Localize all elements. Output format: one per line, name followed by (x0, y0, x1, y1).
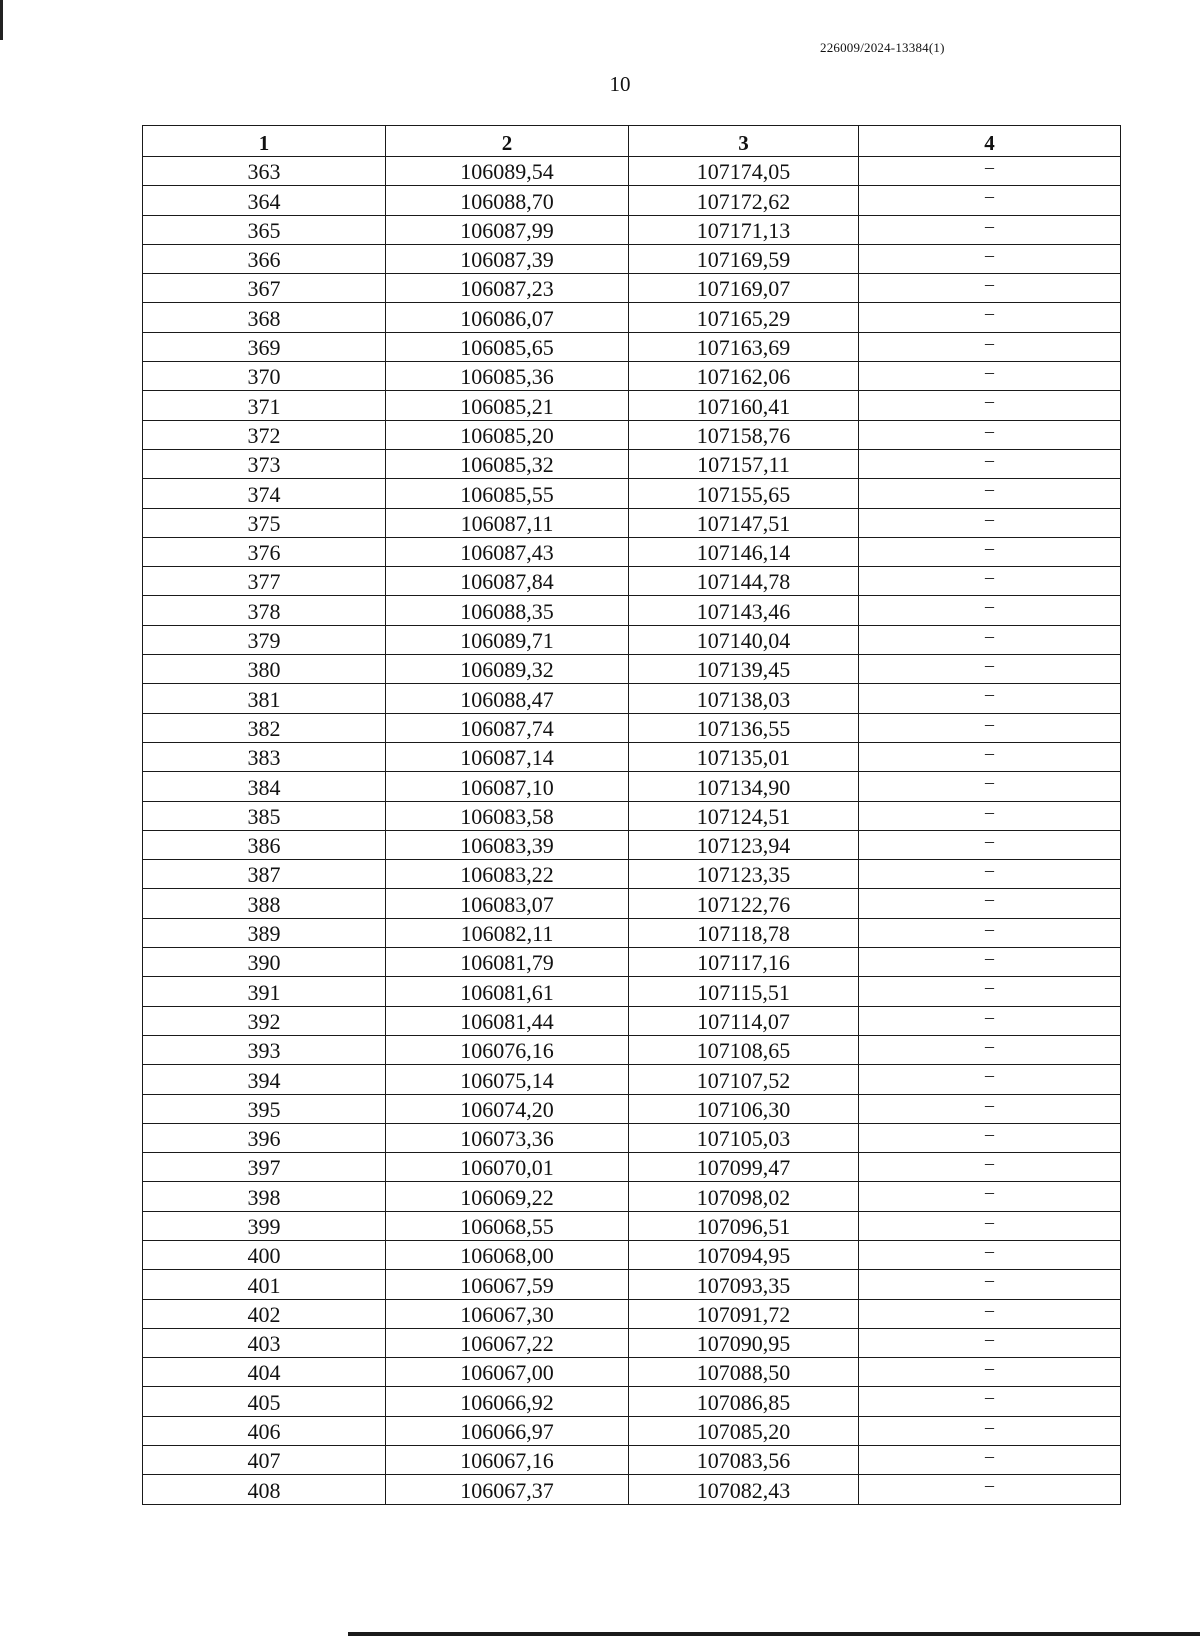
x-coordinate-cell: 106085,32 (386, 449, 629, 478)
note-cell: – (859, 1182, 1121, 1211)
note-cell: – (859, 567, 1121, 596)
y-coordinate-cell: 107123,35 (629, 860, 859, 889)
note-cell: – (859, 1240, 1121, 1269)
x-coordinate-cell: 106073,36 (386, 1123, 629, 1152)
note-cell: – (859, 479, 1121, 508)
y-coordinate-cell: 107147,51 (629, 508, 859, 537)
x-coordinate-cell: 106076,16 (386, 1035, 629, 1064)
point-number-cell: 392 (143, 1006, 386, 1035)
point-number-cell: 408 (143, 1475, 386, 1504)
note-cell: – (859, 449, 1121, 478)
point-number-cell: 389 (143, 918, 386, 947)
point-number-cell: 405 (143, 1387, 386, 1416)
note-cell: – (859, 1387, 1121, 1416)
table-row (143, 1328, 1121, 1357)
coordinates-table-container (142, 125, 1120, 1505)
y-coordinate-cell: 107155,65 (629, 479, 859, 508)
table-row (143, 391, 1121, 420)
point-number-cell: 388 (143, 889, 386, 918)
x-coordinate-cell: 106087,99 (386, 215, 629, 244)
x-coordinate-cell: 106085,65 (386, 332, 629, 361)
point-number-cell: 398 (143, 1182, 386, 1211)
y-coordinate-cell: 107172,62 (629, 186, 859, 215)
point-number-cell: 401 (143, 1270, 386, 1299)
note-cell: – (859, 889, 1121, 918)
x-coordinate-cell: 106085,20 (386, 420, 629, 449)
note-cell: – (859, 801, 1121, 830)
point-number-cell: 394 (143, 1065, 386, 1094)
y-coordinate-cell: 107086,85 (629, 1387, 859, 1416)
y-coordinate-cell: 107106,30 (629, 1094, 859, 1123)
note-cell: – (859, 1035, 1121, 1064)
y-coordinate-cell: 107165,29 (629, 303, 859, 332)
x-coordinate-cell: 106082,11 (386, 918, 629, 947)
point-number-cell: 370 (143, 362, 386, 391)
x-coordinate-cell: 106068,55 (386, 1211, 629, 1240)
column-header-2: 2 (386, 126, 629, 157)
y-coordinate-cell: 107118,78 (629, 918, 859, 947)
point-number-cell: 366 (143, 244, 386, 273)
x-coordinate-cell: 106088,47 (386, 684, 629, 713)
table-row (143, 1182, 1121, 1211)
x-coordinate-cell: 106089,71 (386, 625, 629, 654)
note-cell: – (859, 362, 1121, 391)
table-row (143, 860, 1121, 889)
table-row (143, 186, 1121, 215)
x-coordinate-cell: 106087,11 (386, 508, 629, 537)
note-cell: – (859, 1299, 1121, 1328)
table-row (143, 1446, 1121, 1475)
x-coordinate-cell: 106085,36 (386, 362, 629, 391)
note-cell: – (859, 420, 1121, 449)
x-coordinate-cell: 106067,59 (386, 1270, 629, 1299)
y-coordinate-cell: 107144,78 (629, 567, 859, 596)
table-row (143, 215, 1121, 244)
note-cell: – (859, 918, 1121, 947)
x-coordinate-cell: 106067,22 (386, 1328, 629, 1357)
document-number: 226009/2024-13384(1) (820, 40, 945, 55)
point-number-cell: 407 (143, 1446, 386, 1475)
y-coordinate-cell: 107146,14 (629, 537, 859, 566)
note-cell: – (859, 772, 1121, 801)
table-header-row (143, 126, 1121, 157)
x-coordinate-cell: 106087,43 (386, 537, 629, 566)
y-coordinate-cell: 107091,72 (629, 1299, 859, 1328)
x-coordinate-cell: 106087,84 (386, 567, 629, 596)
point-number-cell: 365 (143, 215, 386, 244)
table-row (143, 977, 1121, 1006)
note-cell: – (859, 596, 1121, 625)
y-coordinate-cell: 107098,02 (629, 1182, 859, 1211)
x-coordinate-cell: 106081,61 (386, 977, 629, 1006)
point-number-cell: 386 (143, 830, 386, 859)
point-number-cell: 383 (143, 742, 386, 771)
table-row (143, 1065, 1121, 1094)
point-number-cell: 377 (143, 567, 386, 596)
note-cell: – (859, 977, 1121, 1006)
bottom-scan-rule (348, 1632, 1200, 1636)
x-coordinate-cell: 106083,39 (386, 830, 629, 859)
note-cell: – (859, 1123, 1121, 1152)
note-cell: – (859, 1328, 1121, 1357)
x-coordinate-cell: 106069,22 (386, 1182, 629, 1211)
y-coordinate-cell: 107105,03 (629, 1123, 859, 1152)
table-row (143, 508, 1121, 537)
x-coordinate-cell: 106066,97 (386, 1416, 629, 1445)
table-row (143, 1035, 1121, 1064)
note-cell: – (859, 625, 1121, 654)
x-coordinate-cell: 106087,14 (386, 742, 629, 771)
y-coordinate-cell: 107122,76 (629, 889, 859, 918)
table-row (143, 537, 1121, 566)
note-cell: – (859, 186, 1121, 215)
x-coordinate-cell: 106083,22 (386, 860, 629, 889)
note-cell: – (859, 537, 1121, 566)
y-coordinate-cell: 107160,41 (629, 391, 859, 420)
table-row (143, 772, 1121, 801)
note-cell: – (859, 1475, 1121, 1504)
table-row (143, 1299, 1121, 1328)
column-header-4: 4 (859, 126, 1121, 157)
point-number-cell: 372 (143, 420, 386, 449)
note-cell: – (859, 1065, 1121, 1094)
y-coordinate-cell: 107136,55 (629, 713, 859, 742)
point-number-cell: 385 (143, 801, 386, 830)
point-number-cell: 403 (143, 1328, 386, 1357)
x-coordinate-cell: 106081,44 (386, 1006, 629, 1035)
point-number-cell: 402 (143, 1299, 386, 1328)
y-coordinate-cell: 107134,90 (629, 772, 859, 801)
y-coordinate-cell: 107096,51 (629, 1211, 859, 1240)
x-coordinate-cell: 106089,32 (386, 655, 629, 684)
table-row (143, 1153, 1121, 1182)
table-row (143, 1240, 1121, 1269)
table-row (143, 830, 1121, 859)
y-coordinate-cell: 107139,45 (629, 655, 859, 684)
point-number-cell: 368 (143, 303, 386, 332)
note-cell: – (859, 215, 1121, 244)
y-coordinate-cell: 107162,06 (629, 362, 859, 391)
y-coordinate-cell: 107117,16 (629, 948, 859, 977)
point-number-cell: 396 (143, 1123, 386, 1152)
y-coordinate-cell: 107114,07 (629, 1006, 859, 1035)
table-row (143, 801, 1121, 830)
y-coordinate-cell: 107157,11 (629, 449, 859, 478)
note-cell: – (859, 1358, 1121, 1387)
table-row (143, 420, 1121, 449)
y-coordinate-cell: 107169,07 (629, 274, 859, 303)
y-coordinate-cell: 107107,52 (629, 1065, 859, 1094)
point-number-cell: 381 (143, 684, 386, 713)
x-coordinate-cell: 106081,79 (386, 948, 629, 977)
y-coordinate-cell: 107088,50 (629, 1358, 859, 1387)
y-coordinate-cell: 107143,46 (629, 596, 859, 625)
point-number-cell: 397 (143, 1153, 386, 1182)
point-number-cell: 393 (143, 1035, 386, 1064)
note-cell: – (859, 1094, 1121, 1123)
table-row (143, 244, 1121, 273)
x-coordinate-cell: 106066,92 (386, 1387, 629, 1416)
table-row (143, 303, 1121, 332)
note-cell: – (859, 157, 1121, 186)
table-row (143, 362, 1121, 391)
point-number-cell: 364 (143, 186, 386, 215)
table-row (143, 684, 1121, 713)
x-coordinate-cell: 106068,00 (386, 1240, 629, 1269)
note-cell: – (859, 860, 1121, 889)
table-row (143, 742, 1121, 771)
table-row (143, 1094, 1121, 1123)
table-body (143, 157, 1121, 1505)
y-coordinate-cell: 107123,94 (629, 830, 859, 859)
point-number-cell: 406 (143, 1416, 386, 1445)
column-header-1: 1 (143, 126, 386, 157)
note-cell: – (859, 303, 1121, 332)
y-coordinate-cell: 107099,47 (629, 1153, 859, 1182)
table-row (143, 1416, 1121, 1445)
point-number-cell: 371 (143, 391, 386, 420)
x-coordinate-cell: 106074,20 (386, 1094, 629, 1123)
y-coordinate-cell: 107135,01 (629, 742, 859, 771)
y-coordinate-cell: 107171,13 (629, 215, 859, 244)
x-coordinate-cell: 106070,01 (386, 1153, 629, 1182)
y-coordinate-cell: 107115,51 (629, 977, 859, 1006)
y-coordinate-cell: 107085,20 (629, 1416, 859, 1445)
note-cell: – (859, 1211, 1121, 1240)
point-number-cell: 399 (143, 1211, 386, 1240)
x-coordinate-cell: 106087,74 (386, 713, 629, 742)
point-number-cell: 369 (143, 332, 386, 361)
table-row (143, 1270, 1121, 1299)
x-coordinate-cell: 106083,07 (386, 889, 629, 918)
note-cell: – (859, 244, 1121, 273)
x-coordinate-cell: 106067,16 (386, 1446, 629, 1475)
table-row (143, 948, 1121, 977)
table-row (143, 889, 1121, 918)
x-coordinate-cell: 106087,39 (386, 244, 629, 273)
table-row (143, 596, 1121, 625)
y-coordinate-cell: 107140,04 (629, 625, 859, 654)
point-number-cell: 391 (143, 977, 386, 1006)
table-row (143, 655, 1121, 684)
point-number-cell: 400 (143, 1240, 386, 1269)
y-coordinate-cell: 107158,76 (629, 420, 859, 449)
x-coordinate-cell: 106088,35 (386, 596, 629, 625)
note-cell: – (859, 948, 1121, 977)
x-coordinate-cell: 106067,30 (386, 1299, 629, 1328)
y-coordinate-cell: 107108,65 (629, 1035, 859, 1064)
x-coordinate-cell: 106085,21 (386, 391, 629, 420)
x-coordinate-cell: 106087,23 (386, 274, 629, 303)
note-cell: – (859, 1446, 1121, 1475)
point-number-cell: 378 (143, 596, 386, 625)
point-number-cell: 404 (143, 1358, 386, 1387)
note-cell: – (859, 1416, 1121, 1445)
x-coordinate-cell: 106075,14 (386, 1065, 629, 1094)
table-row (143, 1387, 1121, 1416)
note-cell: – (859, 684, 1121, 713)
point-number-cell: 363 (143, 157, 386, 186)
y-coordinate-cell: 107082,43 (629, 1475, 859, 1504)
point-number-cell: 384 (143, 772, 386, 801)
x-coordinate-cell: 106088,70 (386, 186, 629, 215)
table-row (143, 567, 1121, 596)
table-row (143, 479, 1121, 508)
table-row (143, 625, 1121, 654)
table-row (143, 1123, 1121, 1152)
point-number-cell: 373 (143, 449, 386, 478)
table-row (143, 713, 1121, 742)
point-number-cell: 367 (143, 274, 386, 303)
note-cell: – (859, 742, 1121, 771)
point-number-cell: 390 (143, 948, 386, 977)
x-coordinate-cell: 106089,54 (386, 157, 629, 186)
note-cell: – (859, 508, 1121, 537)
table-row (143, 449, 1121, 478)
table-row (143, 332, 1121, 361)
table-row (143, 1006, 1121, 1035)
y-coordinate-cell: 107169,59 (629, 244, 859, 273)
table-row (143, 918, 1121, 947)
note-cell: – (859, 1006, 1121, 1035)
table-row (143, 1475, 1121, 1504)
note-cell: – (859, 713, 1121, 742)
note-cell: – (859, 332, 1121, 361)
x-coordinate-cell: 106087,10 (386, 772, 629, 801)
note-cell: – (859, 830, 1121, 859)
x-coordinate-cell: 106085,55 (386, 479, 629, 508)
y-coordinate-cell: 107124,51 (629, 801, 859, 830)
table-row (143, 1358, 1121, 1387)
point-number-cell: 380 (143, 655, 386, 684)
point-number-cell: 395 (143, 1094, 386, 1123)
y-coordinate-cell: 107094,95 (629, 1240, 859, 1269)
note-cell: – (859, 1153, 1121, 1182)
coordinates-table (142, 125, 1121, 1505)
y-coordinate-cell: 107090,95 (629, 1328, 859, 1357)
y-coordinate-cell: 107083,56 (629, 1446, 859, 1475)
note-cell: – (859, 1270, 1121, 1299)
point-number-cell: 387 (143, 860, 386, 889)
point-number-cell: 379 (143, 625, 386, 654)
y-coordinate-cell: 107174,05 (629, 157, 859, 186)
column-header-3: 3 (629, 126, 859, 157)
point-number-cell: 375 (143, 508, 386, 537)
table-row (143, 1211, 1121, 1240)
y-coordinate-cell: 107093,35 (629, 1270, 859, 1299)
x-coordinate-cell: 106083,58 (386, 801, 629, 830)
scan-edge-mark (0, 0, 3, 40)
note-cell: – (859, 391, 1121, 420)
page-number: 10 (609, 72, 631, 96)
x-coordinate-cell: 106067,00 (386, 1358, 629, 1387)
table-row (143, 157, 1121, 186)
note-cell: – (859, 655, 1121, 684)
note-cell: – (859, 274, 1121, 303)
y-coordinate-cell: 107138,03 (629, 684, 859, 713)
point-number-cell: 374 (143, 479, 386, 508)
point-number-cell: 382 (143, 713, 386, 742)
x-coordinate-cell: 106086,07 (386, 303, 629, 332)
point-number-cell: 376 (143, 537, 386, 566)
y-coordinate-cell: 107163,69 (629, 332, 859, 361)
table-row (143, 274, 1121, 303)
x-coordinate-cell: 106067,37 (386, 1475, 629, 1504)
